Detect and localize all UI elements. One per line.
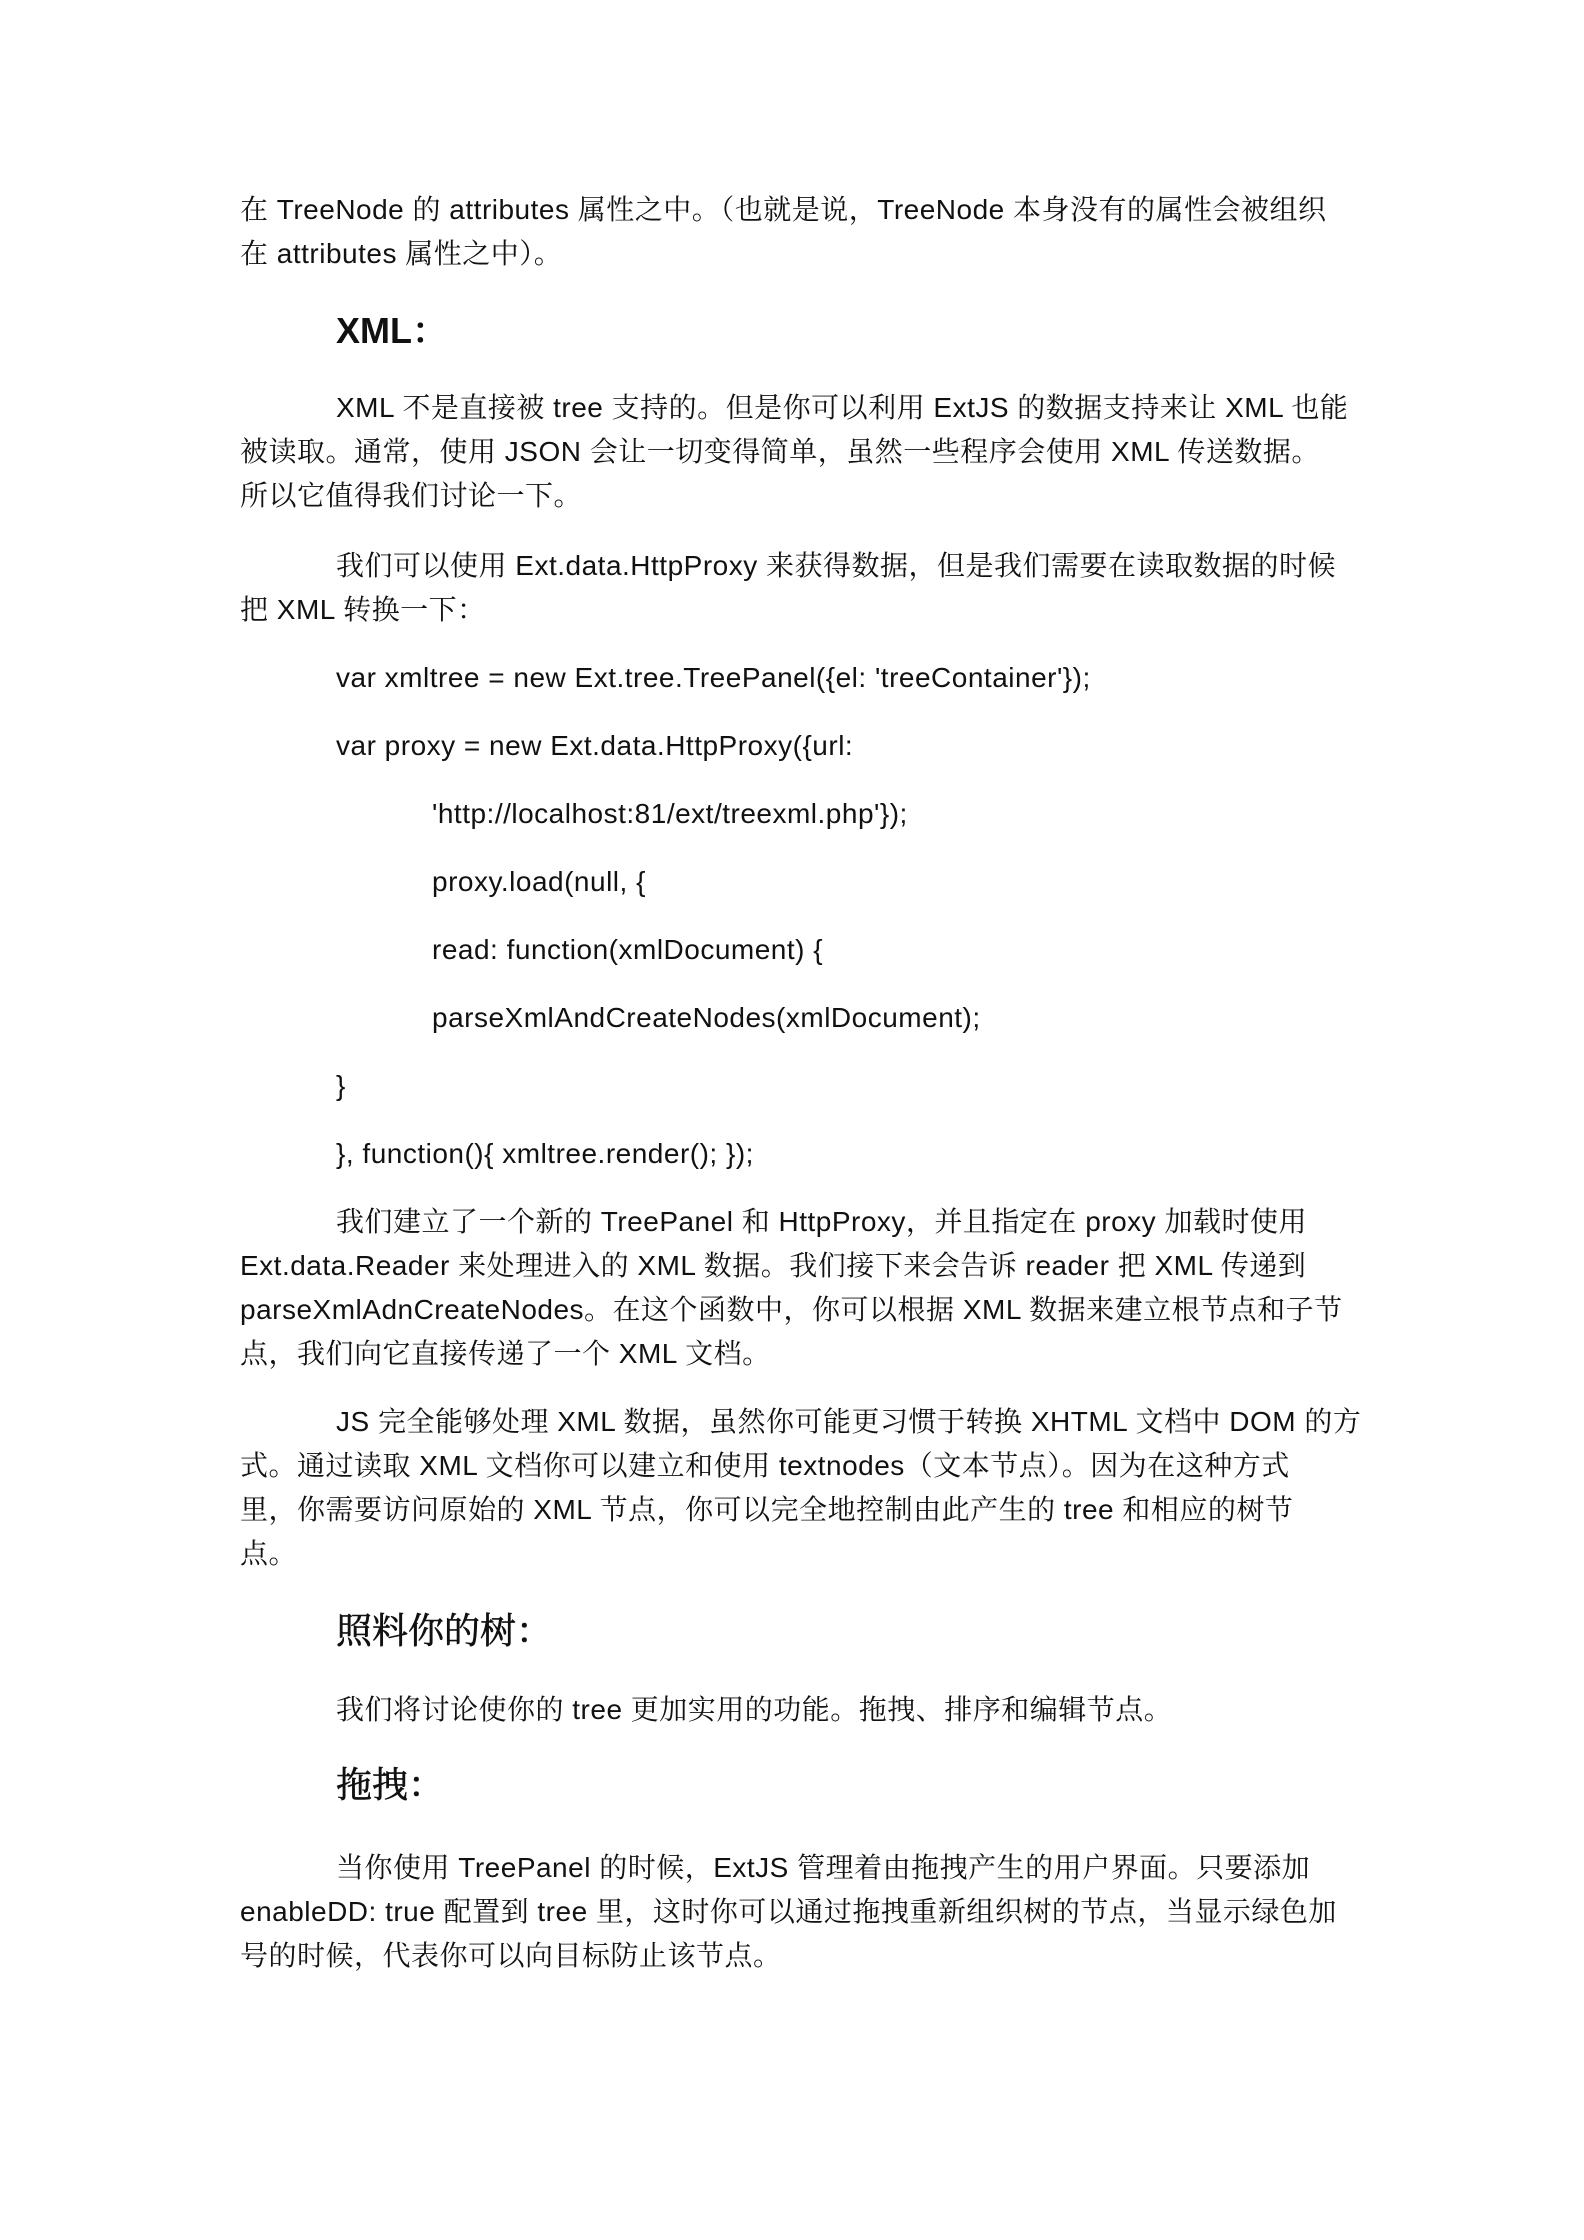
code-line-5: read: function(xmlDocument) {	[432, 934, 824, 965]
xml-para4-line-1: JS 完全能够处理 XML 数据，虽然你可能更习惯于转换 XHTML 文档中 DOM 的方	[336, 1406, 1362, 1437]
dd-para-line-1: 当你使用 TreePanel 的时候，ExtJS 管理着由拖拽产生的用户界面。只要添加	[336, 1852, 1311, 1883]
xml-para3-line-1: 我们建立了一个新的 TreePanel 和 HttpProxy，并且指定在 proxy 加载时使用	[336, 1206, 1307, 1237]
section-heading-care: 照料你的树：	[336, 1610, 553, 1651]
xml-para2-line-2: 把 XML 转换一下：	[240, 594, 486, 625]
care-para-line-1: 我们将讨论使你的 tree 更加实用的功能。拖拽、排序和编辑节点。	[336, 1694, 1173, 1725]
intro-line-1: 在 TreeNode 的 attributes 属性之中。（也就是说，TreeNode 本身没有的属性会被组织	[240, 194, 1327, 225]
section-heading-xml: XML：	[336, 310, 448, 351]
dd-para-line-3: 号的时候，代表你可以向目标防止该节点。	[240, 1940, 782, 1971]
code-line-6: parseXmlAndCreateNodes(xmlDocument);	[432, 1002, 981, 1033]
xml-para4-line-4: 点。	[240, 1538, 298, 1569]
xml-para3-line-4: 点，我们向它直接传递了一个 XML 文档。	[240, 1338, 771, 1369]
xml-para1-line-2: 被读取。通常，使用 JSON 会让一切变得简单，虽然一些程序会使用 XML 传送数据。	[240, 436, 1320, 467]
intro-line-2: 在 attributes 属性之中）。	[240, 238, 563, 269]
code-line-2: var proxy = new Ext.data.HttpProxy({url:	[336, 730, 854, 761]
xml-para1-line-3: 所以它值得我们讨论一下。	[240, 480, 583, 511]
code-line-8: }, function(){ xmltree.render(); });	[336, 1138, 754, 1169]
code-line-1: var xmltree = new Ext.tree.TreePanel({el: 'treeContainer'});	[336, 662, 1091, 693]
code-line-7: }	[336, 1070, 346, 1101]
code-line-3: 'http://localhost:81/ext/treexml.php'});	[432, 798, 908, 829]
xml-para2-line-1: 我们可以使用 Ext.data.HttpProxy 来获得数据，但是我们需要在读取数据的时候	[336, 550, 1336, 581]
code-line-4: proxy.load(null, {	[432, 866, 646, 897]
xml-para1-line-1: XML 不是直接被 tree 支持的。但是你可以利用 ExtJS 的数据支持来让 XML 也能	[336, 392, 1349, 423]
xml-para3-line-3: parseXmlAdnCreateNodes。在这个函数中，你可以根据 XML 数据来建立根节点和子节	[240, 1294, 1343, 1325]
section-heading-drag-drop: 拖拽：	[336, 1764, 445, 1805]
dd-para-line-2: enableDD: true 配置到 tree 里，这时你可以通过拖拽重新组织树的节点，当显示绿色加	[240, 1896, 1337, 1927]
xml-para3-line-2: Ext.data.Reader 来处理进入的 XML 数据。我们接下来会告诉 reader 把 XML 传递到	[240, 1250, 1307, 1281]
xml-para4-line-3: 里，你需要访问原始的 XML 节点，你可以完全地控制由此产生的 tree 和相应的树节	[240, 1494, 1294, 1525]
xml-para4-line-2: 式。通过读取 XML 文档你可以建立和使用 textnodes（文本节点）。因为在这种方式	[240, 1450, 1290, 1481]
